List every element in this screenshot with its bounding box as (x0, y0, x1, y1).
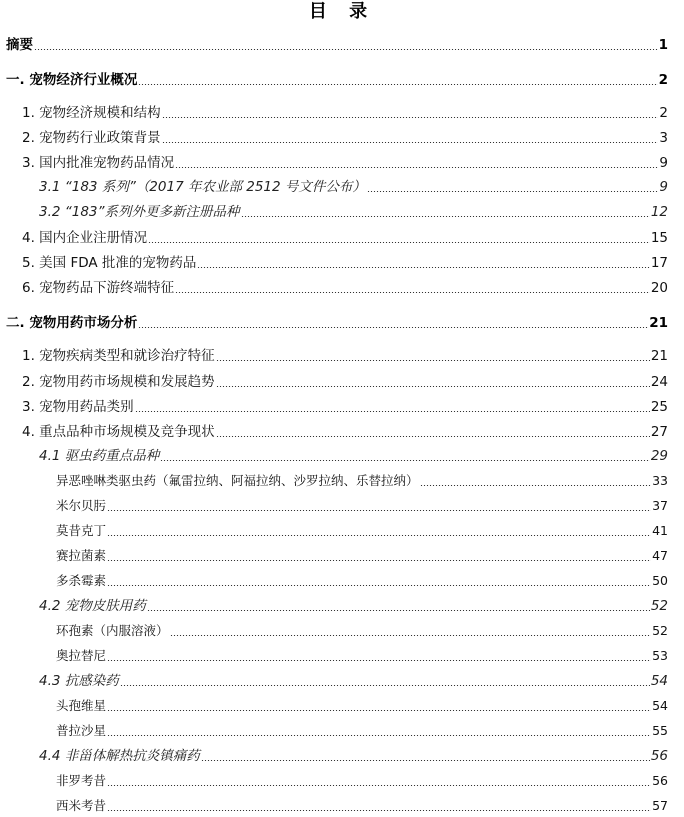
toc-entry-page-number: 24 (650, 374, 668, 390)
toc-entry-label: 4.3 抗感染药 (39, 673, 119, 689)
toc-entry[interactable] (56, 622, 668, 640)
toc-entry-label: 西米考昔 (56, 798, 107, 813)
toc-entry-label: 3. 国内批准宠物药品情况 (22, 155, 175, 171)
toc-entry-page-number: 33 (652, 473, 668, 488)
toc-entry-page-number: 29 (650, 448, 668, 464)
page-title: 目 录 (308, 1, 376, 22)
toc-entry-label: 环孢素（内服溶液） (56, 623, 169, 638)
toc-entry[interactable] (22, 373, 668, 391)
toc-entry-page-number: 54 (650, 673, 668, 689)
toc-entry[interactable] (56, 772, 668, 790)
toc-entry[interactable] (22, 229, 668, 247)
toc-entry-label: 奥拉替尼 (56, 648, 107, 663)
toc-entry-page-number: 9 (659, 155, 668, 171)
toc-entry-page-number: 21 (649, 315, 668, 331)
toc-entry-label: 多杀霉素 (56, 573, 107, 588)
toc-entry-label: 3. 宠物用药品类别 (22, 399, 134, 415)
dot-leader (162, 117, 659, 118)
dot-leader (162, 142, 659, 143)
dot-leader (120, 685, 650, 686)
toc-entry[interactable] (22, 104, 668, 122)
dot-leader (107, 535, 651, 536)
toc-entry-label: 摘要 (6, 37, 33, 53)
toc-entry-page-number: 50 (652, 573, 668, 588)
dot-leader (420, 485, 652, 486)
toc-entry-page-number: 54 (652, 698, 668, 713)
dot-leader (241, 216, 650, 217)
toc-entry[interactable] (56, 522, 668, 540)
toc-entry[interactable] (56, 722, 668, 740)
toc-entry[interactable] (56, 647, 668, 665)
toc-entry-page-number: 15 (650, 230, 668, 246)
toc-entry-page-number: 27 (650, 424, 668, 440)
dot-leader (216, 436, 650, 437)
toc-entry[interactable] (22, 423, 668, 441)
dot-leader (175, 167, 658, 168)
toc-entry[interactable] (56, 547, 668, 565)
toc-entry-page-number: 25 (650, 399, 668, 415)
toc-entry-page-number: 47 (652, 548, 668, 563)
toc-entry-label: 3.1 “183 系列”（2017 年农业部 2512 号文件公布） (39, 179, 366, 195)
toc-entry[interactable] (39, 747, 668, 765)
toc-entry-label: 异恶唑啉类驱虫药（氟雷拉纳、阿福拉纳、沙罗拉纳、乐替拉纳） (56, 473, 419, 488)
toc-entry[interactable] (56, 472, 668, 490)
toc-entry[interactable] (22, 279, 668, 297)
toc-entry-label: 1. 宠物经济规模和结构 (22, 105, 161, 121)
toc-entry-page-number: 1 (658, 37, 668, 53)
toc-entry-page-number: 52 (652, 623, 668, 638)
toc-entry[interactable] (6, 314, 668, 332)
toc-entry-page-number: 55 (652, 723, 668, 738)
dot-leader (34, 49, 658, 50)
dot-leader (367, 191, 659, 192)
toc-entry-page-number: 56 (652, 773, 668, 788)
toc-entry-label: 一. 宠物经济行业概况 (6, 72, 138, 88)
dot-leader (107, 660, 651, 661)
toc-entry[interactable] (22, 398, 668, 416)
dot-leader (148, 242, 650, 243)
dot-leader (107, 810, 651, 811)
toc-entry-page-number: 2 (659, 105, 668, 121)
toc-entry-label: 头孢维星 (56, 698, 107, 713)
toc-entry-page-number: 57 (652, 798, 668, 813)
dot-leader (201, 760, 650, 761)
toc-entry-label: 赛拉菌素 (56, 548, 107, 563)
toc-entry-page-number: 2 (658, 72, 668, 88)
dot-leader (197, 267, 649, 268)
toc-entry-label: 4.4 非甾体解热抗炎镇痛药 (39, 748, 200, 764)
toc-entry-page-number: 17 (650, 255, 668, 271)
dot-leader (147, 610, 650, 611)
toc-entry-page-number: 21 (650, 348, 668, 364)
dot-leader (216, 386, 650, 387)
toc-entry-label: 2. 宠物药行业政策背景 (22, 130, 161, 146)
dot-leader (107, 785, 651, 786)
toc-entry[interactable] (22, 129, 668, 147)
toc-entry-label: 2. 宠物用药市场规模和发展趋势 (22, 374, 215, 390)
dot-leader (107, 585, 651, 586)
toc-entry-label: 3.2 “183”系列外更多新注册品种 (39, 204, 240, 220)
toc-entry[interactable] (39, 447, 668, 465)
dot-leader (107, 510, 651, 511)
toc-entry[interactable] (39, 672, 668, 690)
toc-entry-label: 4.1 驱虫药重点品种 (39, 448, 160, 464)
toc-entry-label: 4.2 宠物皮肤用药 (39, 598, 146, 614)
toc-entry-label: 6. 宠物药品下游终端特征 (22, 280, 175, 296)
dot-leader (107, 735, 651, 736)
dot-leader (216, 360, 650, 361)
dot-leader (107, 710, 651, 711)
toc-entry-label: 5. 美国 FDA 批准的宠物药品 (22, 255, 197, 271)
toc-entry-label: 二. 宠物用药市场分析 (6, 315, 138, 331)
dot-leader (138, 84, 657, 85)
toc-entry[interactable] (22, 154, 668, 172)
toc-entry-page-number: 20 (650, 280, 668, 296)
toc-entry[interactable] (22, 347, 668, 365)
toc-entry[interactable] (56, 697, 668, 715)
toc-entry-label: 普拉沙星 (56, 723, 107, 738)
toc-entry[interactable] (39, 178, 668, 196)
toc-entry[interactable] (39, 597, 668, 615)
toc-entry-page-number: 52 (650, 598, 668, 614)
toc-entry-label: 4. 重点品种市场规模及竞争现状 (22, 424, 215, 440)
toc-entry[interactable] (6, 71, 668, 89)
dot-leader (107, 560, 651, 561)
dot-leader (138, 327, 648, 328)
toc-entry-page-number: 41 (652, 523, 668, 538)
dot-leader (135, 411, 650, 412)
dot-leader (175, 292, 650, 293)
toc-entry-page-number: 12 (650, 204, 668, 220)
toc-entry[interactable] (56, 797, 668, 815)
toc-entry-page-number: 37 (652, 498, 668, 513)
toc-entry[interactable] (39, 203, 668, 221)
toc-entry-label: 4. 国内企业注册情况 (22, 230, 148, 246)
toc-entry-page-number: 9 (659, 179, 668, 195)
toc-entry-label: 1. 宠物疾病类型和就诊治疗特征 (22, 348, 215, 364)
toc-entry[interactable] (6, 36, 668, 54)
toc-entry-label: 米尔贝肟 (56, 498, 107, 513)
toc-entry-page-number: 3 (659, 130, 668, 146)
toc-entry-label: 非罗考昔 (56, 773, 107, 788)
toc-entry-page-number: 56 (650, 748, 668, 764)
toc-entry[interactable] (56, 572, 668, 590)
dot-leader (170, 635, 652, 636)
toc-entry[interactable] (22, 254, 668, 272)
dot-leader (160, 460, 650, 461)
toc-entry-page-number: 53 (652, 648, 668, 663)
toc-entry-label: 莫昔克丁 (56, 523, 107, 538)
toc-entry[interactable] (56, 497, 668, 515)
